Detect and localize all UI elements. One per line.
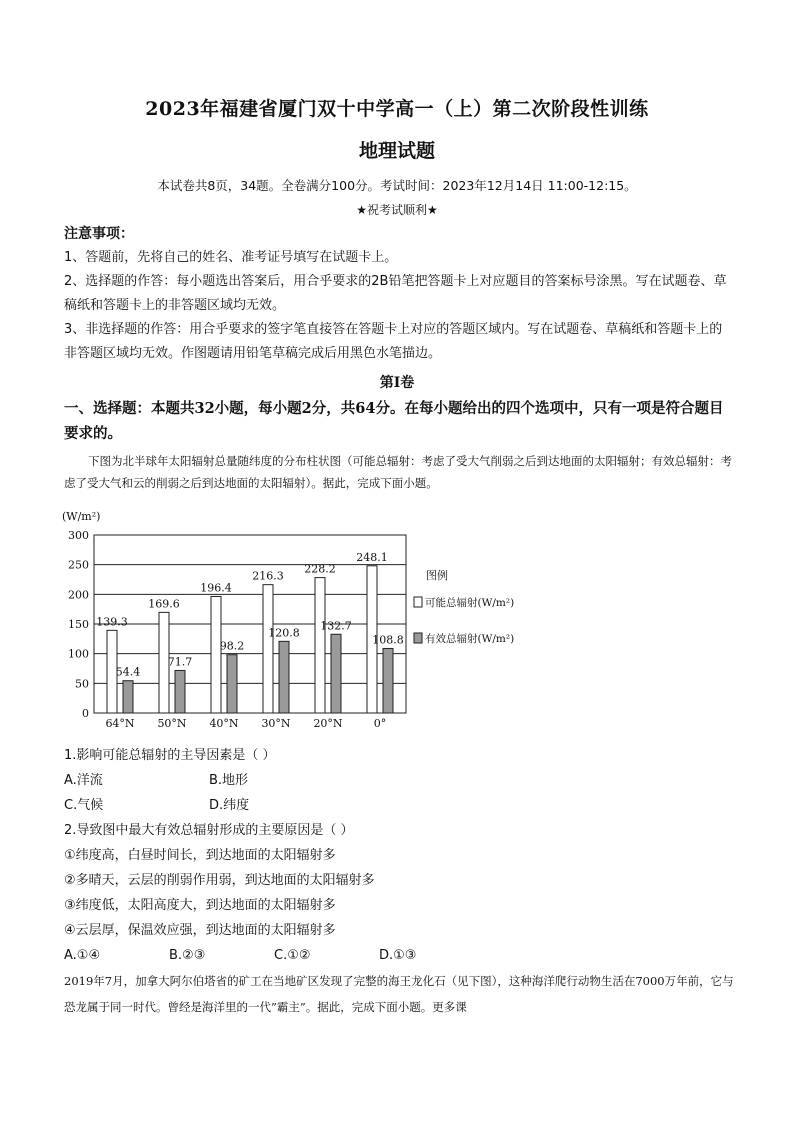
notes-item: 2、选择题的作答：每小题选出答案后，用合乎要求的2B铅笔把答题卡上对应题目的答案标号涂黑。写在试题卷、草稿纸和答题卡上的非答题区域均无效。 <box>64 274 727 313</box>
part-label: 第Ⅰ卷 <box>379 375 415 391</box>
y-tick-label: 150 <box>68 618 89 631</box>
question-2-statement: ②多晴天，云层的削弱作用弱，到达地面的太阳辐射多 <box>64 873 375 888</box>
x-tick-label: 40°N <box>209 717 239 730</box>
data-label-effective: 108.8 <box>372 633 404 647</box>
data-label-possible: 196.4 <box>200 581 232 595</box>
option-d[interactable]: D.①③ <box>379 948 417 963</box>
question-2-statement: ①纬度高，白昼时间长，到达地面的太阳辐射多 <box>64 848 336 863</box>
y-tick-label: 100 <box>68 647 89 661</box>
bar-possible-radiation <box>211 596 221 713</box>
data-label-effective: 98.2 <box>219 639 245 653</box>
x-tick-label: 50°N <box>157 717 187 730</box>
exam-meta: 本试卷共8页，34题。全卷满分100分。考试时间：2023年12月14日 11:00-12:15。 <box>157 178 637 193</box>
question-2-statement: ③纬度低，太阳高度大，到达地面的太阳辐射多 <box>64 898 336 913</box>
radiation-bar-chart <box>60 505 530 735</box>
bar-effective-radiation <box>383 648 393 713</box>
question-1-options-row-2 <box>64 793 736 818</box>
question-2-stem: 2.导致图中最大有效总辐射形成的主要原因是（ ） <box>64 823 354 838</box>
legend-label-possible: 可能总辐射(W/m²) <box>425 597 515 609</box>
legend-title: 图例 <box>426 569 448 582</box>
option-a[interactable]: A.①④ <box>64 948 101 963</box>
notes-block <box>64 222 734 366</box>
questions-block <box>64 743 736 968</box>
y-tick-label: 50 <box>75 677 89 691</box>
option-b[interactable]: B.地形 <box>209 773 249 788</box>
bar-effective-radiation <box>175 670 185 713</box>
y-tick-label: 250 <box>68 558 89 572</box>
x-tick-label: 64°N <box>105 717 135 730</box>
question-intro: 下图为北半球年太阳辐射总量随纬度的分布柱状图（可能总辐射：考虑了受大气削弱之后到达地面的太阳辐射；有效总辐射：考虑了受大气和云的削弱之后到达地面的太阳辐射）。据此，完成下面小题。 <box>64 454 732 490</box>
data-label-possible: 248.1 <box>356 550 388 564</box>
x-tick-label: 0° <box>373 717 387 730</box>
data-label-effective: 132.7 <box>320 619 352 633</box>
option-d[interactable]: D.纬度 <box>209 798 250 813</box>
y-tick-label: 300 <box>68 529 89 542</box>
option-b[interactable]: B.②③ <box>169 948 206 963</box>
bar-effective-radiation <box>227 655 237 713</box>
bar-possible-radiation <box>315 578 325 713</box>
data-label-effective: 120.8 <box>268 626 300 640</box>
bar-effective-radiation <box>123 681 133 713</box>
data-label-possible: 139.3 <box>96 615 128 629</box>
section-heading: 一、选择题：本题共32小题，每小题2分，共64分。在每小题给出的四个选项中，只有一项是符合题目要求的。 <box>64 400 724 442</box>
question-1-stem: 1.影响可能总辐射的主导因素是（ ） <box>64 748 276 763</box>
notes-item: 1、答题前，先将自己的姓名、准考证号填写在试题卡上。 <box>64 250 398 265</box>
legend-label-effective: 有效总辐射(W/m²) <box>425 633 515 645</box>
bar-possible-radiation <box>263 585 273 713</box>
exam-wish: ★祝考试顺利★ <box>356 203 438 217</box>
reading-passage: 2019年7月，加拿大阿尔伯塔省的矿工在当地矿区发现了完整的海王龙化石（见下图），这种海洋爬行动物生活在7000万年前，它与恐龙属于同一时代。曾经是海洋里的一代”霸主”。据此，完成下面小题。更多课 <box>64 974 734 1014</box>
option-c[interactable]: C.①② <box>274 948 311 963</box>
data-label-possible: 216.3 <box>252 569 284 583</box>
data-label-possible: 228.2 <box>304 562 336 576</box>
notes-item: 3、非选择题的作答：用合乎要求的签字笔直接答在答题卡上对应的答题区域内。写在试题卷、草稿纸和答题卡上的非答题区域均无效。作图题请用铅笔草稿完成后用黑色水笔描边。 <box>64 322 723 361</box>
data-label-effective: 71.7 <box>167 655 193 669</box>
legend-swatch-possible <box>414 597 422 607</box>
question-1-options-row-1 <box>64 768 736 793</box>
y-tick-label: 0 <box>82 707 89 720</box>
x-tick-label: 30°N <box>261 717 291 730</box>
y-axis-unit-label: (W/m²) <box>62 510 101 523</box>
data-label-effective: 54.4 <box>115 665 141 679</box>
bar-effective-radiation <box>279 641 289 713</box>
exam-subtitle: 地理试题 <box>358 140 435 162</box>
bar-effective-radiation <box>331 634 341 713</box>
option-c[interactable]: C.气候 <box>64 798 104 813</box>
exam-title: 2023年福建省厦门双十中学高一（上）第二次阶段性训练 <box>145 98 649 120</box>
data-label-possible: 169.6 <box>148 597 180 611</box>
x-tick-label: 20°N <box>313 717 343 730</box>
question-2-statement: ④云层厚，保温效应强，到达地面的太阳辐射多 <box>64 923 336 938</box>
legend-swatch-effective <box>414 633 422 643</box>
question-2-options-row <box>64 943 736 968</box>
option-a[interactable]: A.洋流 <box>64 773 103 788</box>
y-tick-label: 200 <box>68 588 89 602</box>
notes-heading: 注意事项： <box>64 226 134 242</box>
